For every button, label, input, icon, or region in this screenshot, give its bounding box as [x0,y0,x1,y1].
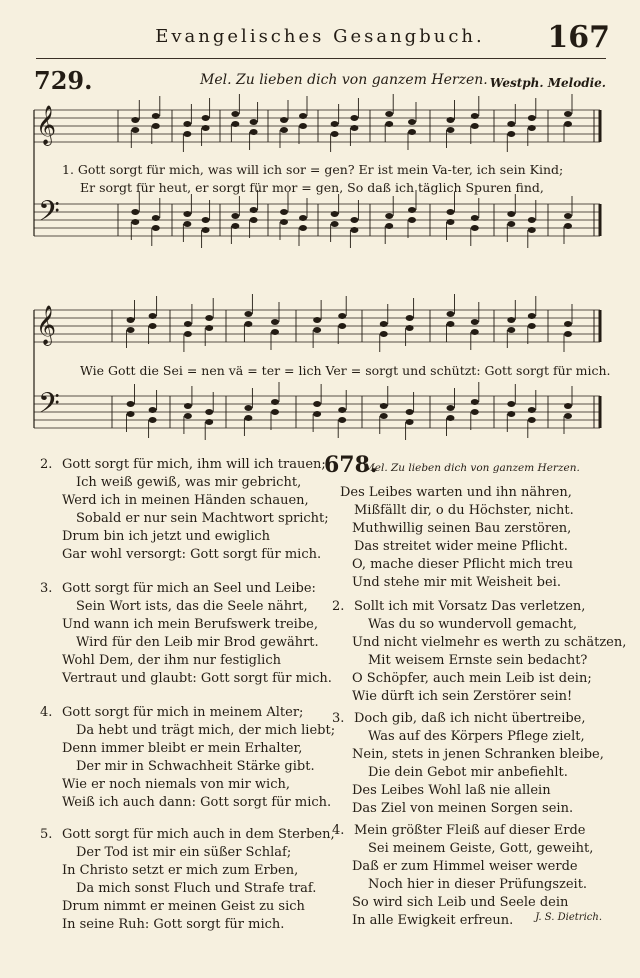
verse-line: Gott sorgt für mich auch in dem Sterben, [62,827,335,842]
treble-note [528,115,536,121]
treble-note [250,119,258,125]
bass-note [244,405,252,411]
treble-note [280,127,288,133]
treble-note [408,129,416,135]
bass-note [385,213,393,219]
bass-note [250,217,258,223]
treble-note [507,131,515,137]
bass-clef-icon: 𝄢 [38,195,60,235]
verse-number: 4. [332,823,345,838]
treble-note [507,327,515,333]
bass-note [149,417,157,423]
hymn2-number: 678. [324,452,378,478]
bass-note [331,221,339,227]
treble-note [271,319,279,325]
bass-note [152,225,160,231]
bass-note [350,217,358,223]
verse-line: Da mich sonst Fluch und Strafe traf. [76,881,317,896]
verse-line: Das Ziel von meinen Sorgen sein. [352,801,574,816]
treble-note [183,121,191,127]
bass-note [446,415,454,421]
verse-line: Sobald er nur sein Machtwort spricht; [76,511,329,526]
treble-note [231,121,239,127]
bass-note [131,219,139,225]
treble-note [408,119,416,125]
verse-line: Wird für den Leib mir Brod gewährt. [76,635,319,650]
verse-line: Doch gib, daß ich nicht übertreibe, [354,711,586,726]
verse-line: Sein Wort ists, das die Seele nährt, [76,599,308,614]
treble-note [127,327,135,333]
bass-note [338,417,346,423]
verse-line: Des Leibes Wohl laß nie allein [352,783,551,798]
treble-note [313,327,321,333]
bass-note [446,405,454,411]
verse-3 [40,580,332,688]
treble-note [507,317,515,323]
bass-note [471,399,479,405]
verse-line: Nein, stets in jenen Schranken bleibe, [352,747,604,762]
bass-note [564,213,572,219]
bass-note [385,223,393,229]
bass-note [408,217,416,223]
verse-line: O Schöpfer, auch mein Leib ist dein; [352,671,592,686]
treble-note [244,311,252,317]
bass-note [338,407,346,413]
treble-note [184,331,192,337]
treble-note [528,125,536,131]
bass-note [564,413,572,419]
bass-note [131,209,139,215]
treble-note [446,127,454,133]
verse-line: Werd ich in meinen Händen schauen, [62,493,309,508]
bass-note [149,407,157,413]
treble-note [350,125,358,131]
bass-note [205,409,213,415]
verse-line: Wohl Dem, der ihm nur festiglich [62,653,281,668]
treble-note [406,315,414,321]
bass-note [271,409,279,415]
music-notation [0,0,640,450]
treble-note [385,111,393,117]
verse-line: Mit weisem Ernste sein bedacht? [368,653,588,668]
bass-note [313,401,321,407]
verse-number: 2. [40,457,53,472]
treble-note [338,323,346,329]
bass-note [528,217,536,223]
bass-note [408,207,416,213]
treble-note [250,129,258,135]
treble-note [507,121,515,127]
verse-line: Das streitet wider meine Pflicht. [354,539,568,554]
treble-note [299,113,307,119]
bass-note [331,211,339,217]
verse-line: Wie dürft ich sein Zerstörer sein! [352,689,573,704]
bass-note [528,227,536,233]
verse-line: Und stehe mir mit Weisheit bei. [352,575,561,590]
bass-note [380,413,388,419]
lyrics-line-3: Wie Gott die Sei = nen vä = ter = lich Ver = sorgt und schützt: Gott sorgt für mich. [80,363,611,378]
treble-note [385,121,393,127]
treble-note [446,321,454,327]
verse-line: Was du so wundervoll gemacht, [368,617,578,632]
verse-line: Gott sorgt für mich an Seel und Leibe: [62,581,316,596]
treble-note [280,117,288,123]
verse-number: 2. [332,599,345,614]
bass-note [564,223,572,229]
treble-note [380,321,388,327]
bass-note [250,207,258,213]
running-head: Evangelisches Gesangbuch. [155,26,485,47]
lyrics-line-1: 1. Gott sorgt für mich, was will ich sor = gen? Er ist mein Va-ter, ich sein Kind; [62,162,564,177]
bass-note [299,215,307,221]
verse-line: Wie er noch niemals von mir wich, [62,777,290,792]
verse-number: 3. [40,581,53,596]
verse-line: Ich weiß gewiß, was mir gebricht, [76,475,302,490]
verse-line: Drum nimmt er meinen Geist zu sich [62,899,305,914]
treble-clef-icon: 𝄞 [36,105,57,145]
verse-line: Des Leibes warten und ihn nähren, [340,485,572,500]
verse-line: Vertraut und glaubt: Gott sorgt für mich. [62,671,332,686]
bass-note [184,413,192,419]
hymn2-author: J. S. Dietrich. [535,912,602,923]
bass-note [350,227,358,233]
treble-note [471,113,479,119]
bass-note [152,215,160,221]
hymn2-verse-1 [340,484,574,592]
verse-line: Gott sorgt für mich in meinem Alter; [62,705,304,720]
bass-note [528,417,536,423]
verse-line: Was auf des Körpers Pflege zielt, [368,729,585,744]
verse-line: Mißfällt dir, o du Höchster, nicht. [354,503,574,518]
treble-note [331,121,339,127]
hymn2-verse-2 [332,598,626,706]
bass-note [380,403,388,409]
treble-note [406,325,414,331]
verse-line: O, mache dieser Pflicht mich treu [352,557,573,572]
bass-note [446,219,454,225]
bass-note [471,225,479,231]
treble-note [446,117,454,123]
bass-note [184,403,192,409]
bass-note [271,399,279,405]
bass-note [127,401,135,407]
treble-note [446,311,454,317]
bass-note [507,411,515,417]
verse-line: Der mir in Schwachheit Stärke gibt. [76,759,315,774]
page-number: 167 [547,20,610,55]
treble-note [471,123,479,129]
verse-line: Sollt ich mit Vorsatz Das verletzen, [354,599,586,614]
treble-note [205,325,213,331]
verse-line: Da hebt und trägt mich, der mich liebt; [76,723,336,738]
tune-name: Westph. Melodie. [489,76,606,90]
bass-note [507,401,515,407]
verse-line: Muthwillig seinen Bau zerstören, [352,521,572,536]
bass-note [183,211,191,217]
treble-note [149,323,157,329]
verse-2 [40,456,329,564]
bass-note [183,221,191,227]
bass-note [244,415,252,421]
verse-line: Drum bin ich jetzt und ewiglich [62,529,271,544]
treble-note [471,329,479,335]
treble-note [350,115,358,121]
bass-note [471,215,479,221]
bass-note [564,403,572,409]
treble-note [299,123,307,129]
verse-number: 4. [40,705,53,720]
verse-line: Und wann ich mein Berufswerk treibe, [62,617,318,632]
bass-note [280,219,288,225]
verse-line: Sei meinem Geiste, Gott, geweiht, [368,841,594,856]
bass-note [507,211,515,217]
treble-note [528,323,536,329]
verse-5 [40,826,335,934]
bass-note [202,227,210,233]
verse-line: So wird sich Leib und Seele dein [352,895,569,910]
treble-clef-icon: 𝄞 [36,305,57,345]
bass-note [471,409,479,415]
verse-line: Daß er zum Himmel weiser werde [352,859,578,874]
treble-note [205,315,213,321]
treble-note [564,331,572,337]
bass-note [202,217,210,223]
bass-note [231,223,239,229]
bass-note [205,419,213,425]
treble-note [338,313,346,319]
verse-line: Noch hier in dieser Prüfungszeit. [368,877,588,892]
treble-note [202,125,210,131]
treble-note [231,111,239,117]
verse-line: Denn immer bleibt er mein Erhalter, [62,741,303,756]
bass-note [528,407,536,413]
verse-number: 3. [332,711,345,726]
bass-note [446,209,454,215]
treble-note [528,313,536,319]
verse-4 [40,704,335,812]
hymn2-melody-reference: Mel. Zu lieben dich von ganzem Herzen. [364,462,580,474]
treble-note [244,321,252,327]
hymn-number: 729. [34,66,93,95]
treble-note [183,131,191,137]
bass-note [299,225,307,231]
treble-note [152,113,160,119]
bass-note [280,209,288,215]
bass-note [127,411,135,417]
treble-note [131,127,139,133]
melody-reference: Mel. Zu lieben dich von ganzem Herzen. [200,72,488,88]
hymn2-verse-3 [332,710,604,818]
treble-note [471,319,479,325]
treble-note [564,121,572,127]
treble-note [271,329,279,335]
verse-number: 5. [40,827,53,842]
treble-note [127,317,135,323]
treble-note [380,331,388,337]
verse-line: In Christo setzt er mich zum Erben, [62,863,299,878]
bass-note [406,409,414,415]
verse-line: Die dein Gebot mir anbefiehlt. [368,765,568,780]
bass-note [231,213,239,219]
treble-note [313,317,321,323]
lyrics-line-2: Er sorgt für heut, er sorgt für mor = gen, So daß ich täglich Spuren find, [80,180,544,195]
verse-line: Der Tod ist mir ein süßer Schlaf; [76,845,292,860]
treble-note [131,117,139,123]
treble-note [331,131,339,137]
verse-line: Weiß ich auch dann: Gott sorgt für mich. [62,795,332,810]
verse-line: In alle Ewigkeit erfreun. [352,913,514,928]
bass-note [507,221,515,227]
verse-line: Und nicht vielmehr es werth zu schätzen, [352,635,627,650]
bass-clef-icon: 𝄢 [38,387,60,427]
verse-line: Mein größter Fleiß auf dieser Erde [354,823,586,838]
bass-note [313,411,321,417]
treble-note [152,123,160,129]
bass-note [406,419,414,425]
verse-line: In seine Ruh: Gott sorgt für mich. [62,917,285,932]
treble-note [564,321,572,327]
verse-line: Gar wohl versorgt: Gott sorgt für mich. [62,547,322,562]
treble-note [564,111,572,117]
treble-note [184,321,192,327]
treble-note [202,115,210,121]
verse-line: Gott sorgt für mich, ihm will ich trauen; [62,457,326,472]
treble-note [149,313,157,319]
